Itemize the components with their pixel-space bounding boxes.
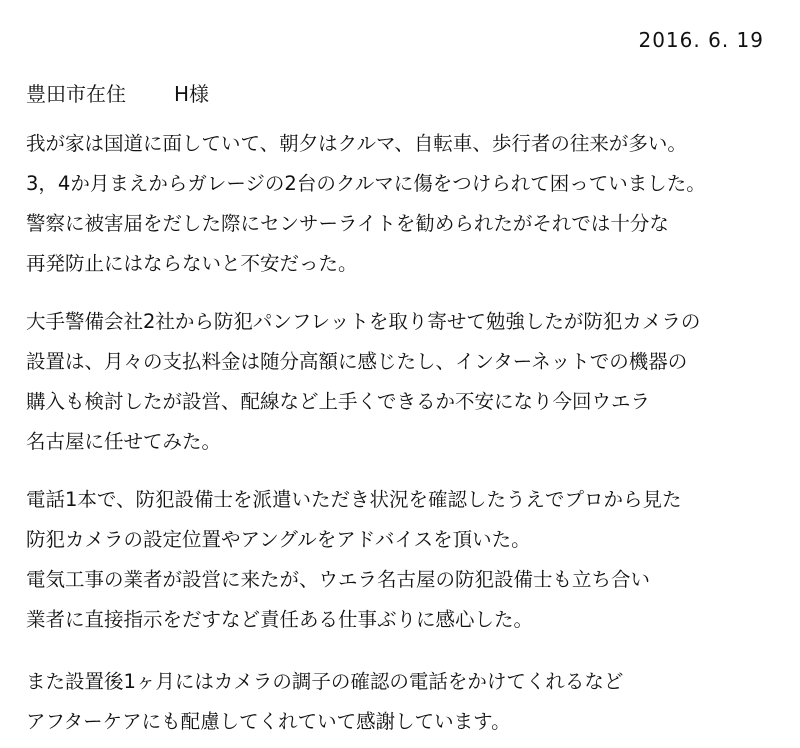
text-line: 3，4か月まえからガレージの2台のクルマに傷をつけられて困っていました。	[26, 172, 706, 195]
text-line: アフターケアにも配慮してくれていて感謝しています。	[26, 710, 511, 733]
text-line: 警察に被害届をだした際にセンサーライトを勧められたがそれでは十分な	[26, 212, 669, 235]
text-line: 大手警備会社2社から防犯パンフレットを取り寄せて勉強したが防犯カメラの	[26, 310, 701, 333]
paragraph-1	[26, 124, 796, 284]
recipient-line	[26, 78, 209, 107]
recipient-name: H様	[174, 82, 210, 106]
text-line: また設置後1ヶ月にはカメラの調子の確認の電話をかけてくれるなど	[26, 670, 624, 693]
text-line: 購入も検討したが設営、配線など上手くできるか不安になり今回ウエラ	[26, 390, 651, 413]
paragraph-4	[26, 662, 796, 742]
text-line: 電気工事の業者が設営に来たが、ウエラ名古屋の防犯設備士も立ち合い	[26, 568, 651, 591]
recipient-location: 豊田市在住	[26, 82, 126, 106]
text-line: 再発防止にはならないと不安だった。	[26, 252, 358, 275]
text-line: 名古屋に任せてみた。	[26, 430, 222, 453]
text-line: 業者に直接指示をだすなど責任ある仕事ぶりに感心した。	[26, 608, 534, 631]
paragraph-3	[26, 480, 796, 640]
paragraph-2	[26, 302, 796, 462]
text-line: 設置は、月々の支払料金は随分高額に感じたし、インターネットでの機器の	[26, 350, 688, 373]
letter-date: 2016. 6. 19	[638, 28, 764, 52]
text-line: 我が家は国道に面していて、朝夕はクルマ、自転車、歩行者の往来が多い。	[26, 132, 687, 155]
text-line: 電話1本で、防犯設備士を派遣いただき状況を確認したうえでプロから見た	[26, 488, 682, 511]
text-line: 防犯カメラの設定位置やアングルをアドバイスを頂いた。	[26, 528, 531, 551]
